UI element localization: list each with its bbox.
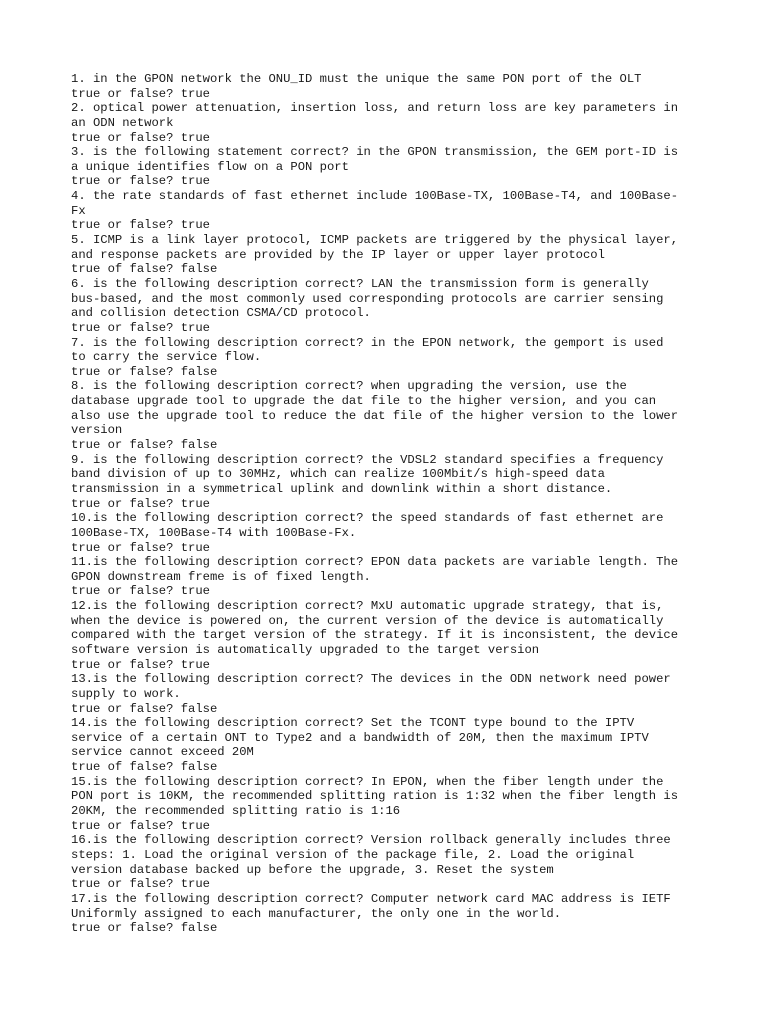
document-line: when the device is powered on, the current version of the device is automatically bbox=[71, 613, 664, 628]
document-line: 3. is the following statement correct? in the GPON transmission, the GEM port-ID is bbox=[71, 145, 679, 160]
document-line: service cannot exceed 20M bbox=[71, 745, 254, 760]
document-line: Uniformly assigned to each manufacturer, the only one in the world. bbox=[71, 906, 562, 921]
document-line: an ODN network bbox=[71, 115, 174, 130]
document-line: true or false? false bbox=[71, 701, 218, 716]
document-line: and response packets are provided by the IP layer or upper layer protocol bbox=[71, 247, 605, 262]
document-line: PON port is 10KM, the recommended splitting ration is 1:32 when the fiber length is bbox=[71, 789, 679, 804]
document-line: 15.is the following description correct? In EPON, when the fiber length under the bbox=[71, 774, 664, 789]
document-line: 17.is the following description correct? Computer network card MAC address is IETF bbox=[71, 891, 671, 906]
document-line: 2. optical power attenuation, insertion loss, and return loss are key parameters in bbox=[71, 101, 679, 116]
document-line: 20KM, the recommended splitting ratio is 1:16 bbox=[71, 804, 401, 819]
document-line: and collision detection CSMA/CD protocol. bbox=[71, 306, 371, 321]
document-line: true or false? true bbox=[71, 584, 210, 599]
document-line: true or false? false bbox=[71, 921, 218, 936]
document-line: database upgrade tool to upgrade the dat file to the higher version, and you can bbox=[71, 394, 657, 409]
document-line: true or false? true bbox=[71, 86, 210, 101]
document-line: to carry the service flow. bbox=[71, 350, 262, 365]
document-line: Fx bbox=[71, 203, 86, 218]
document-line: version database backed up before the upgrade, 3. Reset the system bbox=[71, 862, 554, 877]
document-line: transmission in a symmetrical uplink and downlink within a short distance. bbox=[71, 481, 613, 496]
document-line: 12.is the following description correct? MxU automatic upgrade strategy, that is, bbox=[71, 599, 664, 614]
document-line: 14.is the following description correct? Set the TCONT type bound to the IPTV bbox=[71, 716, 635, 731]
document-line: true or false? true bbox=[71, 657, 210, 672]
document-line: 100Base-TX, 100Base-T4 with 100Base-Fx. bbox=[71, 525, 357, 540]
document-line: service of a certain ONT to Type2 and a bandwidth of 20M, then the maximum IPTV bbox=[71, 730, 649, 745]
document-body bbox=[71, 72, 701, 936]
document-line: true or false? true bbox=[71, 496, 210, 511]
document-line: band division of up to 30MHz, which can realize 100Mbit/s high-speed data bbox=[71, 467, 605, 482]
document-line: true or false? true bbox=[71, 540, 210, 555]
document-line: true of false? false bbox=[71, 262, 218, 277]
document-line: 16.is the following description correct? Version rollback generally includes three bbox=[71, 833, 671, 848]
document-line: GPON downstream freme is of fixed length. bbox=[71, 569, 371, 584]
document-line: true or false? false bbox=[71, 364, 218, 379]
document-line: true or false? true bbox=[71, 174, 210, 189]
document-line: 4. the rate standards of fast ethernet include 100Base-TX, 100Base-T4, and 100Base- bbox=[71, 189, 679, 204]
document-line: 7. is the following description correct? in the EPON network, the gemport is used bbox=[71, 335, 664, 350]
document-line: 9. is the following description correct? the VDSL2 standard specifies a frequency bbox=[71, 452, 664, 467]
document-line: 13.is the following description correct? The devices in the ODN network need power bbox=[71, 672, 671, 687]
document-line: software version is automatically upgraded to the target version bbox=[71, 642, 540, 657]
document-line: steps: 1. Load the original version of the package file, 2. Load the original bbox=[71, 847, 635, 862]
document-line: 1. in the GPON network the ONU_ID must the unique the same PON port of the OLT bbox=[71, 72, 642, 86]
document-line: 6. is the following description correct? LAN the transmission form is generally bbox=[71, 276, 649, 291]
document-line: 8. is the following description correct? when upgrading the version, use the bbox=[71, 379, 627, 394]
document-line: true or false? false bbox=[71, 438, 218, 453]
document-line: 5. ICMP is a link layer protocol, ICMP packets are triggered by the physical layer, bbox=[71, 233, 679, 248]
document-line: bus-based, and the most commonly used corresponding protocols are carrier sensing bbox=[71, 291, 664, 306]
document-line: true or false? true bbox=[71, 218, 210, 233]
document-line: true of false? false bbox=[71, 760, 218, 775]
document-line: true or false? true bbox=[71, 130, 210, 145]
document-line: a unique identifies flow on a PON port bbox=[71, 159, 349, 174]
document-line: 10.is the following description correct? the speed standards of fast ethernet are bbox=[71, 511, 664, 526]
document-line: supply to work. bbox=[71, 686, 181, 701]
document-line: true or false? true bbox=[71, 877, 210, 892]
document-line: version bbox=[71, 423, 123, 438]
document-line: compared with the target version of the strategy. If it is inconsistent, the device bbox=[71, 628, 679, 643]
document-line: true or false? true bbox=[71, 320, 210, 335]
document-line: true or false? true bbox=[71, 818, 210, 833]
document-line: 11.is the following description correct? EPON data packets are variable length. The bbox=[71, 555, 679, 570]
document-line: also use the upgrade tool to reduce the dat file of the higher version to the lower bbox=[71, 408, 679, 423]
